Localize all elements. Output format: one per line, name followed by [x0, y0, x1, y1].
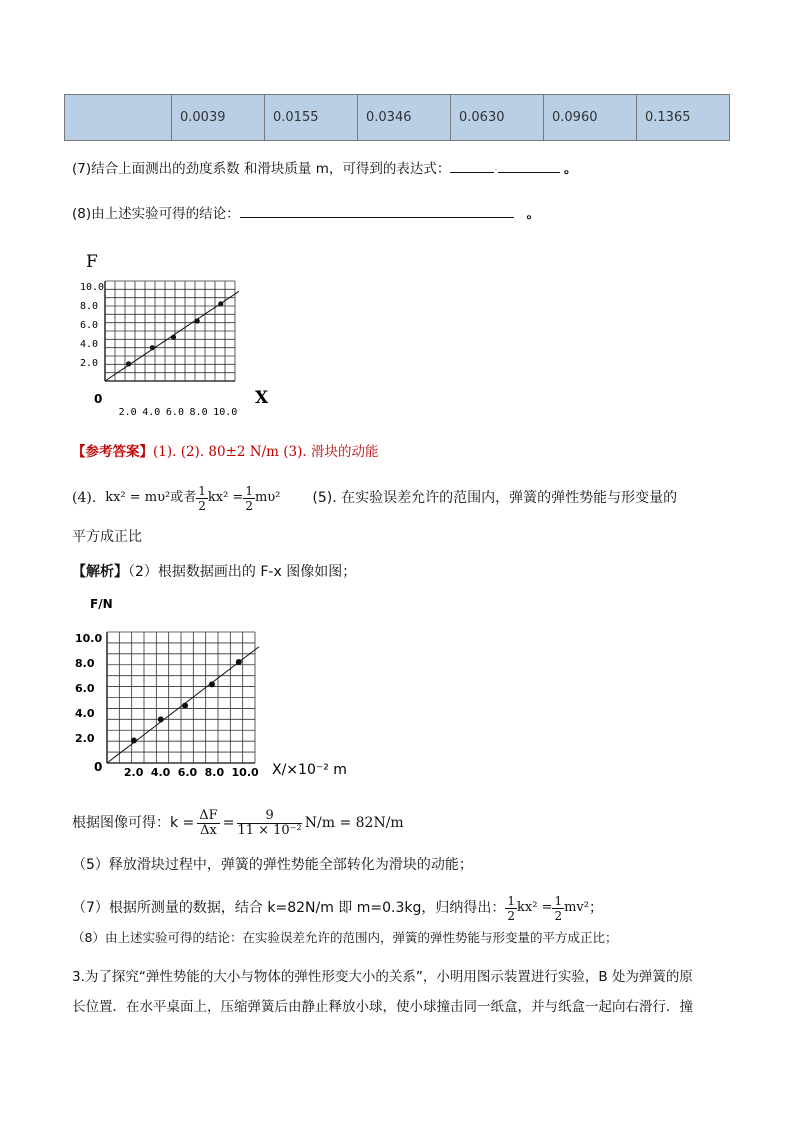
data-point: [131, 738, 137, 744]
graph-grid: [105, 281, 235, 381]
x-tick-label: 10.0: [231, 766, 259, 779]
data-point: [209, 681, 215, 687]
question-7-text: (7)结合上面测出的劲度系数 和滑块质量 m，可得到的表达式：: [72, 161, 451, 177]
x-tick-label: 2.0: [123, 766, 144, 779]
x-tick-label: 8.0: [204, 766, 225, 779]
x-tick-label: 8.0: [189, 407, 208, 418]
y-tick-label: 10.0: [75, 632, 103, 646]
fraction-half: [196, 484, 208, 513]
data-point: [195, 318, 200, 323]
y-tick-labels: [75, 632, 102, 745]
x-tick-label: 10.0: [213, 407, 238, 418]
table-cell: 0.0346: [358, 95, 451, 141]
analysis: [72, 562, 356, 582]
y-axis-label: F: [86, 252, 98, 272]
x-tick-label: 6.0: [177, 766, 198, 779]
origin-label: 0: [94, 392, 103, 406]
fraction-dF-dx: [197, 809, 219, 838]
force-displacement-graph-2: [72, 592, 362, 784]
y-tick-label: 6.0: [80, 319, 99, 331]
y-tick-label: 6.0: [75, 682, 95, 696]
fraction-denominator: 2: [198, 498, 206, 513]
answer-4-kx: kx² =: [207, 490, 244, 505]
step-7-kx: kx² =: [517, 900, 553, 915]
data-point: [218, 301, 223, 306]
answer-4-equation: kx² = mυ²或者: [105, 490, 197, 505]
answer-label: 【参考答案】: [72, 444, 153, 460]
table-cell: 0.0155: [265, 95, 358, 141]
fraction-half: [243, 484, 255, 513]
fraction-value: [237, 809, 301, 838]
equals-sign: =: [222, 815, 235, 831]
blank-dot: ·: [494, 165, 498, 176]
y-tick-label: 10.0: [80, 281, 105, 293]
y-tick-label: 2.0: [75, 732, 95, 746]
fraction-denominator: 2: [245, 498, 253, 513]
x-tick-label: 4.0: [142, 407, 161, 418]
x-tick-label: 6.0: [165, 407, 184, 418]
graph-grid: [107, 632, 255, 763]
answer-5-text: (5). 在实验误差允许的范围内，弹簧的弹性势能与形变量的: [312, 490, 678, 506]
answer-4-prefix: (4).: [72, 490, 97, 506]
step-7-text: （7）根据所测量的数据，结合 k=82N/m 即 m=0.3kg，归纳得出：: [72, 900, 506, 916]
y-tick-label: 2.0: [80, 357, 99, 369]
y-tick-label: 4.0: [75, 707, 95, 721]
fraction-half: [552, 894, 564, 923]
x-tick-labels: [124, 766, 259, 779]
fraction-denominator: Δx: [200, 822, 217, 838]
data-points: [131, 659, 242, 744]
data-point: [150, 345, 155, 350]
data-point: [182, 703, 188, 709]
fraction-numerator: 1: [245, 483, 253, 498]
data-point: [171, 335, 176, 340]
table-cell: 0.0039: [172, 95, 265, 141]
x-axis-label: X/×10⁻² m: [272, 762, 347, 778]
y-axis-label: F/N: [90, 597, 113, 611]
x-tick-label: 4.0: [150, 766, 171, 779]
analysis-text: （2）根据数据画出的 F-x 图像如图；: [128, 564, 357, 580]
y-tick-labels: [80, 282, 104, 369]
k-prefix: 根据图像可得：k =: [72, 815, 195, 831]
x-tick-labels: [119, 407, 238, 418]
question-3-line-1: 3.为了探究“弹性势能的大小与物体的弹性形变大小的关系”，小明用图示装置进行实验，B 处为弹簧的原: [72, 969, 693, 985]
answer-items: (1). (2). 80±2 N/m (3). 滑块的动能: [153, 444, 379, 460]
y-tick-label: 8.0: [75, 657, 95, 671]
table-cell: [65, 95, 172, 141]
analysis-step-8: （8）由上述实验可得的结论：在实验误差允许的范围内，弹簧的弹性势能与形变量的平方成正比；: [72, 930, 618, 945]
origin-label: 0: [94, 760, 103, 774]
data-point: [158, 716, 164, 722]
question-8-text: (8)由上述实验可得的结论：: [72, 206, 240, 222]
k-result: N/m = 82N/m: [304, 815, 404, 831]
step-7-end: ；: [589, 900, 603, 916]
data-point: [236, 659, 242, 665]
answer-line-5: 平方成正比: [72, 529, 142, 545]
question-7: [72, 158, 577, 180]
table-cell: 0.1365: [637, 95, 730, 141]
analysis-label: 【解析】: [72, 564, 128, 580]
answer-blank: [498, 158, 560, 173]
table-row: [65, 95, 730, 141]
question-3-line-2: 长位置．在水平桌面上，压缩弹簧后由静止释放小球，使小球撞击同一纸盒，并与纸盒一起向右滑行．撞: [72, 999, 693, 1015]
fraction-denominator: 2: [507, 908, 516, 923]
fraction-denominator: 2: [554, 908, 563, 923]
x-tick-label: 2.0: [118, 407, 137, 418]
table-cell: 0.0960: [544, 95, 637, 141]
fraction-half: [505, 894, 517, 923]
force-displacement-graph-1: [72, 245, 282, 420]
reference-answer: [72, 443, 378, 461]
y-tick-label: 4.0: [80, 338, 99, 350]
question-7-end: 。: [563, 161, 578, 177]
analysis-step-5: （5）释放滑块过程中，弹簧的弹性势能全部转化为滑块的动能；: [72, 857, 473, 873]
fraction-numerator: 1: [554, 893, 563, 908]
answer-line-4: [72, 478, 677, 518]
table-cell: 0.0630: [451, 95, 544, 141]
fraction-numerator: 9: [237, 809, 301, 824]
fraction-numerator: ΔF: [199, 807, 218, 823]
x-axis-label: X: [255, 388, 269, 408]
step-7-mv: mv²: [564, 900, 589, 915]
answer-4-mv: mυ²: [254, 490, 281, 505]
answer-blank: [240, 203, 514, 218]
question-8: [72, 203, 540, 223]
answer-blank: [450, 158, 494, 173]
data-table: [64, 94, 730, 141]
fraction-numerator: 1: [198, 483, 206, 498]
question-8-end: 。: [526, 206, 540, 222]
y-tick-label: 8.0: [80, 300, 99, 312]
fraction-numerator: 1: [507, 893, 516, 908]
k-calculation: [72, 800, 404, 846]
analysis-step-7: [72, 886, 603, 930]
data-point: [126, 361, 131, 366]
fraction-denominator: 11 × 10⁻²: [237, 822, 302, 838]
